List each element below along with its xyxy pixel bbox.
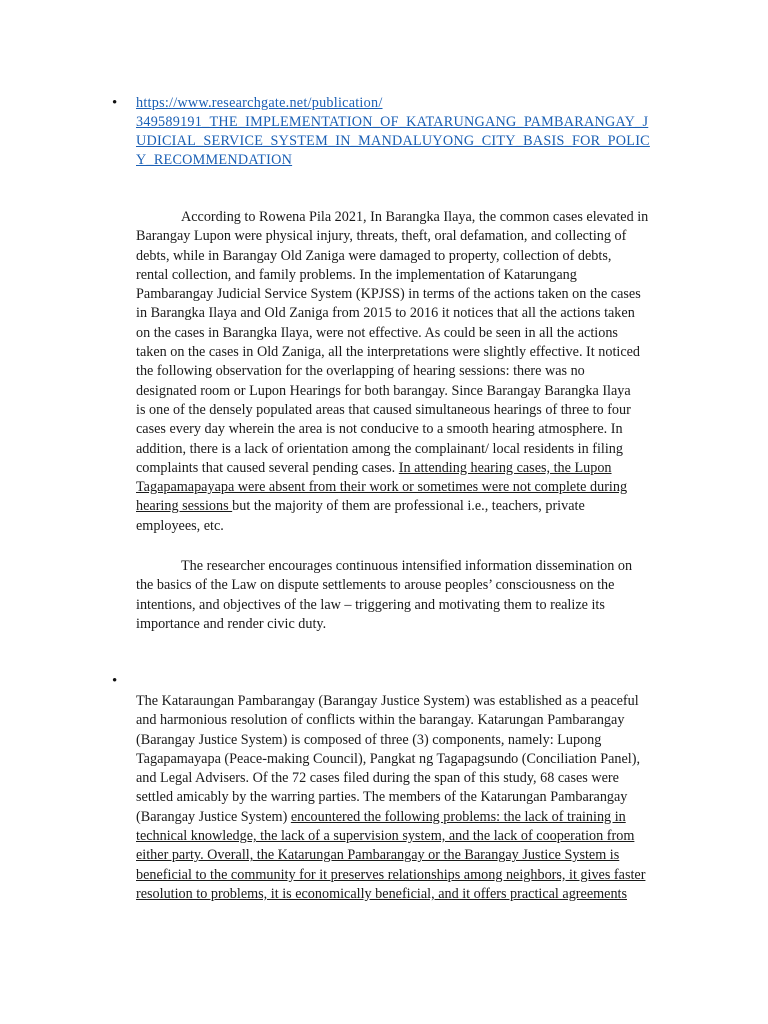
plain-text: (Barangay Justice System): [136, 808, 291, 825]
text-line: Tagapamayapa (Peace-making Council), Pangkat ng Tagapagsundo (Conciliation Panel),: [136, 750, 641, 767]
text-line: the basics of the Law on dispute settlements to arouse peoples’ consciousness on the: [136, 577, 615, 594]
text-line: [136, 459, 684, 478]
paragraph-pila-summary: [136, 208, 684, 536]
text-line: importance and render civic duty.: [136, 615, 327, 632]
text-line: Barangay Lupon were physical injury, threats, theft, oral defamation, and collecting of: [136, 228, 627, 245]
source-link-line[interactable]: 349589191_THE_IMPLEMENTATION_OF_KATARUNGANG_PAMBARANGAY_J: [136, 114, 649, 130]
paragraph-recommendation: [136, 557, 684, 634]
source-link-line[interactable]: UDICIAL_SERVICE_SYSTEM_IN_MANDALUYONG_CITY_BASIS_FOR_POLIC: [136, 133, 650, 149]
source-link-line[interactable]: https://www.researchgate.net/publication/: [136, 95, 383, 111]
underlined-text: In attending hearing cases, the Lupon: [398, 459, 612, 476]
text-line: The Kataraungan Pambarangay (Barangay Justice System) was established as a peaceful: [136, 693, 639, 709]
underlined-text: Tagapamapayapa were absent from their work or sometimes were not complete during: [136, 479, 628, 496]
text-line: on the cases in Barangka Ilaya, were not effective. As could be seen in all the actions: [136, 324, 618, 341]
text-line: addition, there is a lack of orientation among the complainant/ local residents in filing: [136, 440, 623, 457]
text-line: settled amicably by the warring parties. The members of the Katarungan Pambarangay: [136, 789, 628, 806]
plain-text: but the majority of them are professional i.e., teachers, private: [232, 498, 585, 515]
text-line: and Legal Advisers. Of the 72 cases filed during the span of this study, 68 cases were: [136, 770, 619, 787]
text-line: According to Rowena Pila 2021, In Barangka Ilaya, the common cases elevated in: [181, 209, 649, 225]
text-line: [136, 497, 684, 516]
underlined-text: technical knowledge, the lack of a supervision system, and the lack of cooperation from: [136, 828, 635, 845]
text-line: and harmonious resolution of conflicts within the barangay. Katarungan Pambarangay: [136, 712, 625, 729]
underlined-text: beneficial to the community for it preserves relationships among neighbors, it gives faster: [136, 866, 646, 883]
text-line: Pambarangay Judicial Service System (KPJSS) in terms of the actions taken on the cases: [136, 286, 641, 303]
text-line: (Barangay Justice System) is composed of three (3) components, namely: Lupong: [136, 731, 602, 748]
text-line: is one of the densely populated areas that caused simultaneous hearings of three to four: [136, 401, 631, 418]
text-line: [136, 808, 684, 827]
text-line: intentions, and objectives of the law – triggering and motivating them to realize its: [136, 596, 605, 613]
text-line: debts, while in Barangay Old Zaniga were damaged to property, collection of debts,: [136, 247, 612, 264]
underlined-text: hearing sessions: [136, 498, 233, 515]
underlined-text: resolution to problems, it is economically beneficial, and it offers practical agreements: [136, 885, 628, 902]
text-line: in Barangka Ilaya and Old Zaniga from 2015 to 2016 it notices that all the actions taken: [136, 305, 635, 322]
bullet-marker: •: [112, 673, 118, 689]
underlined-text: encountered the following problems: the lack of training in: [290, 808, 626, 825]
plain-text: complaints that caused several pending cases.: [136, 459, 399, 476]
source-link-line[interactable]: Y_RECOMMENDATION: [136, 152, 293, 168]
text-line: designated room or Lupon Hearings for both barangay. Since Barangay Barangka Ilaya: [136, 382, 631, 399]
text-line: taken on the cases in Old Zaniga, all the interpretations were slightly effective. It noticed: [136, 344, 641, 361]
text-line: employees, etc.: [136, 517, 224, 534]
underlined-text: either party. Overall, the Katarungan Pambarangay or the Barangay Justice System is: [136, 847, 620, 864]
paragraph-barangay-justice-system: [136, 692, 684, 904]
text-line: the following observation for the overlapping of hearing sessions: there was no: [136, 363, 585, 380]
text-line: rental collection, and family problems. In the implementation of Katarungang: [136, 266, 577, 283]
bullet-marker: •: [112, 95, 118, 111]
source-link[interactable]: [136, 94, 684, 170]
text-line: cases every day wherein the area is not conducive to a smooth hearing atmosphere. In: [136, 421, 623, 438]
text-line: The researcher encourages continuous intensified information dissemination on: [181, 558, 633, 574]
